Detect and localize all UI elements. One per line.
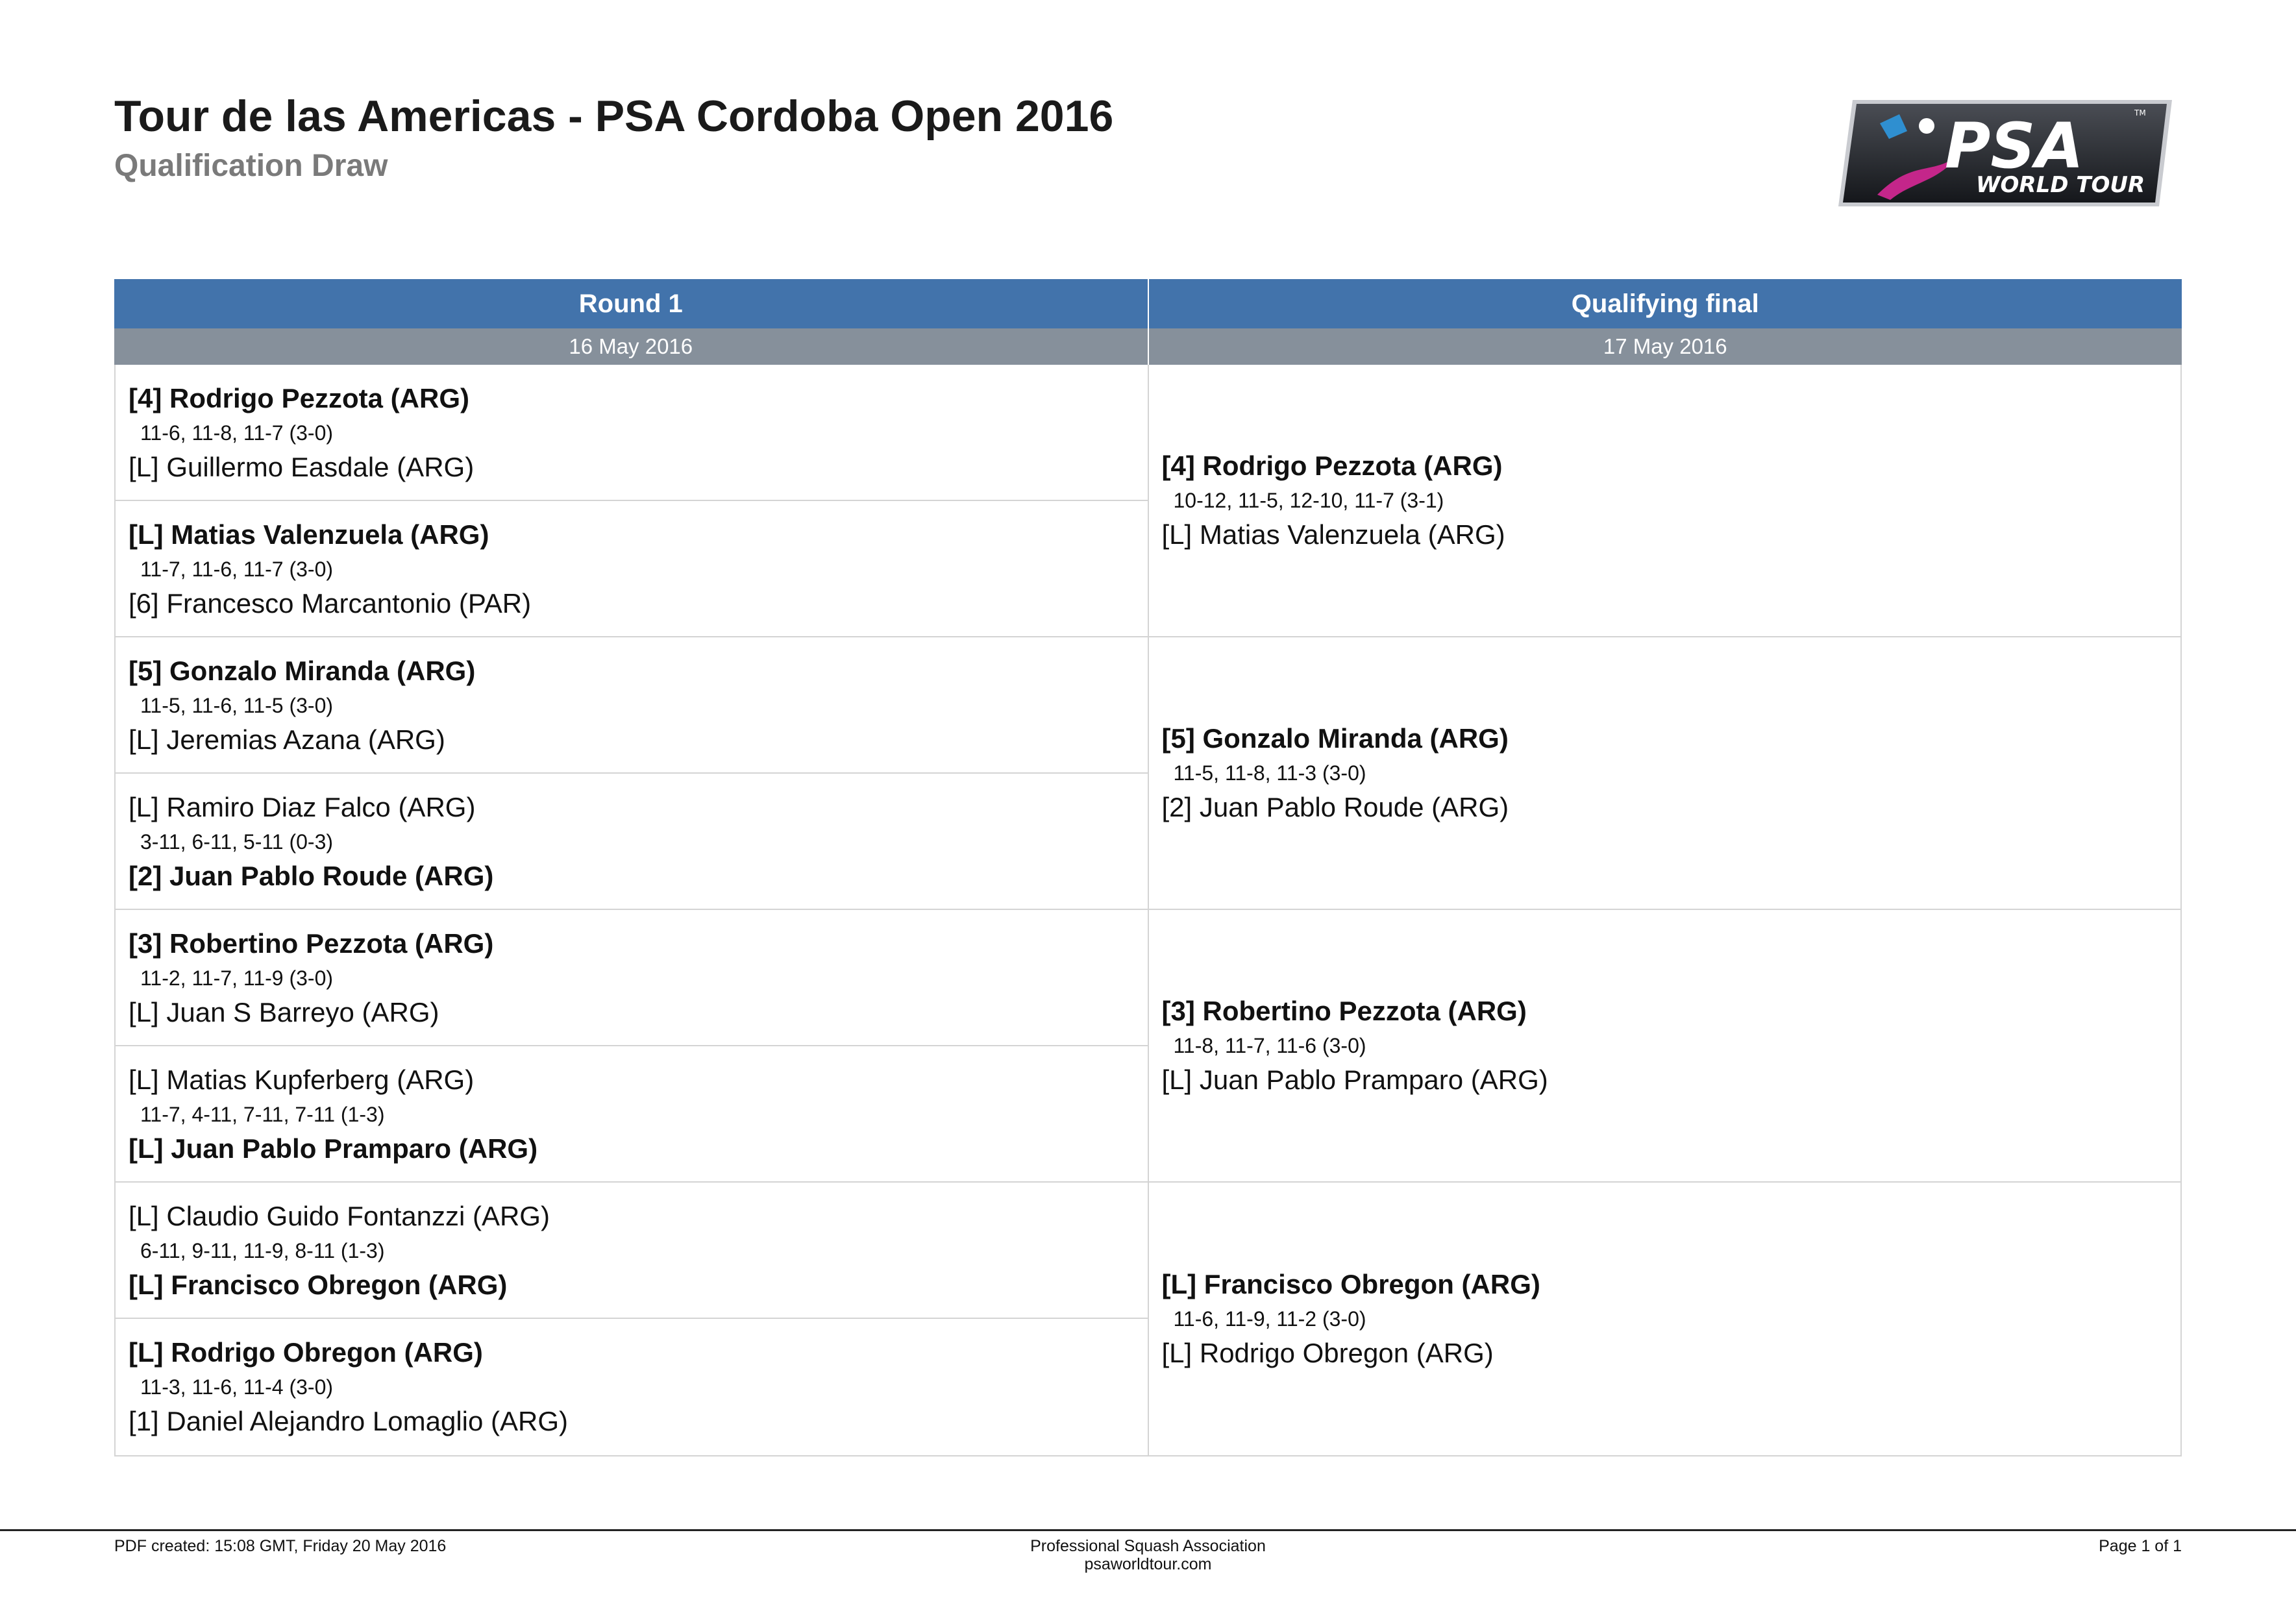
player: [L] Matias Kupferberg (ARG) [129,1064,475,1095]
match-score: 11-6, 11-8, 11-7 (3-0) [140,421,334,445]
player: [L] Jeremias Azana (ARG) [129,724,445,755]
player-winner: [4] Rodrigo Pezzota (ARG) [129,383,469,413]
footer-organization [0,1537,2296,1573]
match-score: 11-8, 11-7, 11-6 (3-0) [1173,1034,1366,1057]
round-header-row [114,279,2182,328]
footer-org-name: Professional Squash Association [1030,1537,1266,1555]
match-score: 11-7, 4-11, 7-11, 7-11 (1-3) [140,1103,385,1126]
round-1-column [116,365,1149,1455]
match-score: 3-11, 6-11, 5-11 (0-3) [140,830,334,854]
svg-text:WORLD TOUR: WORLD TOUR [1976,172,2145,198]
match-score: 11-5, 11-8, 11-3 (3-0) [1173,761,1366,785]
match [116,774,1148,910]
match [116,365,1148,501]
player-winner: [3] Robertino Pezzota (ARG) [129,928,494,959]
match [116,1046,1148,1183]
player: [1] Daniel Alejandro Lomaglio (ARG) [129,1406,569,1436]
match-score: 10-12, 11-5, 12-10, 11-7 (3-1) [1173,489,1444,512]
final-match [1149,910,2181,1183]
match-score: 11-7, 11-6, 11-7 (3-0) [140,558,334,581]
player: [L] Rodrigo Obregon (ARG) [1161,1338,1494,1368]
player: [L] Ramiro Diaz Falco (ARG) [129,792,476,822]
round-1-date: 16 May 2016 [114,328,1149,365]
final-match [1149,1183,2181,1455]
page-title: Tour de las Americas - PSA Cordoba Open 2016 [114,92,1114,141]
match-score: 11-6, 11-9, 11-2 (3-0) [1173,1307,1366,1331]
player: [6] Francesco Marcantonio (PAR) [129,588,532,619]
match [116,1319,1148,1455]
svg-text:PSA: PSA [1945,110,2084,182]
match-score: 11-3, 11-6, 11-4 (3-0) [140,1375,334,1399]
player-winner: [L] Matias Valenzuela (ARG) [129,519,489,550]
final-match [1149,637,2181,910]
player-winner: [4] Rodrigo Pezzota (ARG) [1161,450,1503,481]
match [116,637,1148,774]
match-score: 6-11, 9-11, 11-9, 8-11 (1-3) [140,1239,385,1262]
round-1-header: Round 1 [114,279,1149,328]
match [116,501,1148,637]
footer-created: PDF created: 15:08 GMT, Friday 20 May 2016 [114,1537,447,1555]
draw-body [114,365,2182,1456]
svg-text:TM: TM [2134,108,2146,117]
qualifying-final-header: Qualifying final [1571,289,1759,318]
player-winner: [L] Francisco Obregon (ARG) [129,1270,508,1300]
page-subtitle: Qualification Draw [114,149,388,183]
player-winner: [L] Rodrigo Obregon (ARG) [129,1337,483,1368]
match [116,1183,1148,1319]
player: [L] Guillermo Easdale (ARG) [129,452,475,482]
player-winner: [2] Juan Pablo Roude (ARG) [129,861,494,891]
player: [L] Juan Pablo Pramparo (ARG) [1161,1064,1548,1095]
qualifying-final-column [1149,365,2181,1455]
qualifying-final-date: 17 May 2016 [1603,334,1727,358]
round-date-row [114,328,2182,365]
match-score: 11-5, 11-6, 11-5 (3-0) [140,694,334,717]
player-winner: [5] Gonzalo Miranda (ARG) [1161,723,1509,754]
footer-page-number: Page 1 of 1 [2099,1537,2182,1555]
player: [L] Matias Valenzuela (ARG) [1161,519,1505,550]
player-winner: [L] Francisco Obregon (ARG) [1161,1269,1540,1299]
qualification-draw [114,279,2182,1456]
player: [L] Juan S Barreyo (ARG) [129,997,439,1027]
player: [2] Juan Pablo Roude (ARG) [1161,792,1509,822]
footer-site: psaworldtour.com [1084,1555,1212,1573]
footer-divider [0,1529,2296,1531]
match [116,910,1148,1046]
match-score: 11-2, 11-7, 11-9 (3-0) [140,966,334,990]
player-winner: [5] Gonzalo Miranda (ARG) [129,656,476,686]
psa-world-tour-logo [1834,97,2177,209]
final-match [1149,365,2181,637]
player-winner: [3] Robertino Pezzota (ARG) [1161,996,1527,1026]
player-winner: [L] Juan Pablo Pramparo (ARG) [129,1133,538,1164]
player: [L] Claudio Guido Fontanzzi (ARG) [129,1201,550,1231]
